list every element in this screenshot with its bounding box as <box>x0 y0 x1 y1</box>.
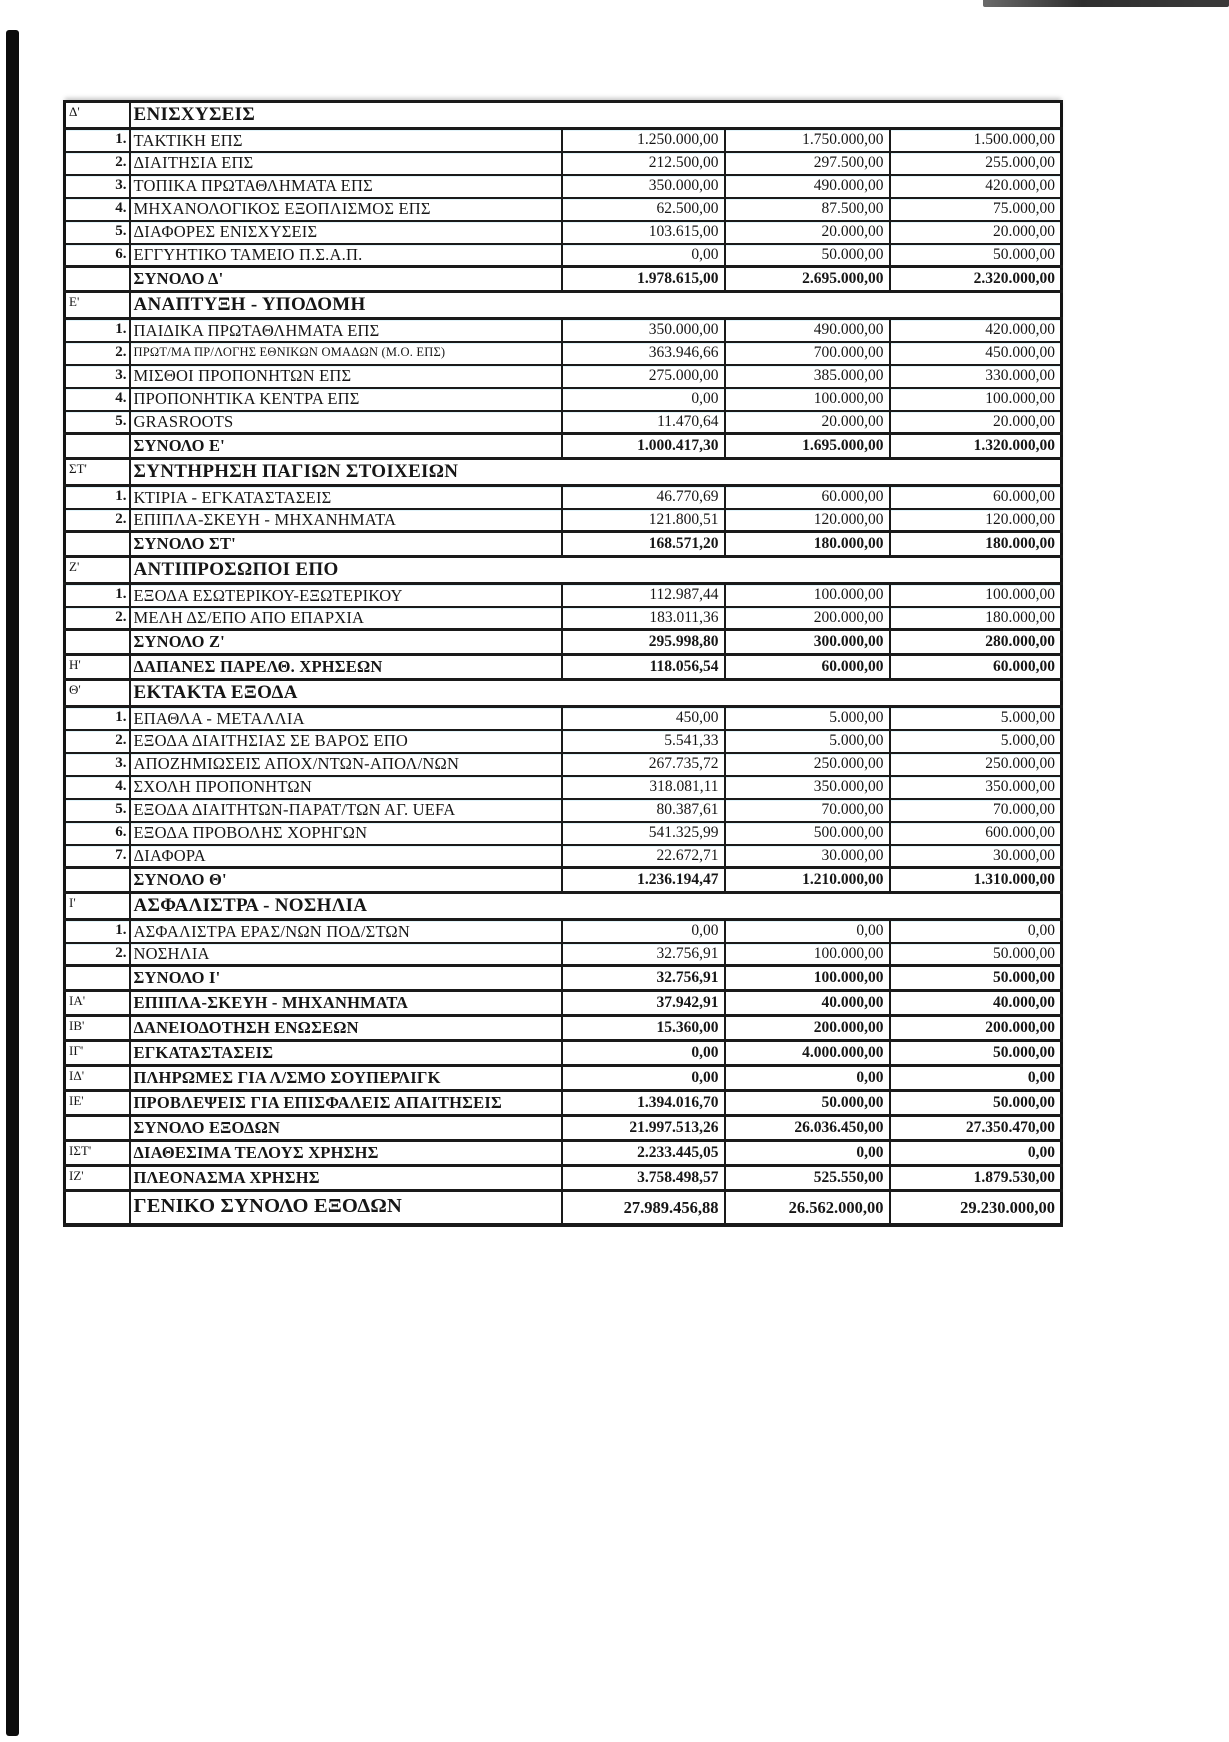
amount-cell: 1.879.530,00 <box>890 1166 1062 1191</box>
item-number-cell: 5. <box>65 411 130 434</box>
description-cell: ΠΑΙΔΙΚΑ ΠΡΩΤΑΘΛΗΜΑΤΑ ΕΠΣ <box>130 319 562 342</box>
table-row <box>65 267 1062 292</box>
amount-cell: 363.946,66 <box>562 342 725 365</box>
description-cell: ΣΥΝΟΛΟ Ι' <box>130 966 562 991</box>
amount-cell: 4.000.000,00 <box>725 1041 890 1066</box>
description-cell: ΝΟΣΗΛΙΑ <box>130 943 562 966</box>
table-row <box>65 221 1062 244</box>
item-number-cell: 2. <box>65 509 130 532</box>
item-number-cell: 4. <box>65 776 130 799</box>
amount-cell: 168.571,20 <box>562 532 725 557</box>
amount-cell: 0,00 <box>890 1066 1062 1091</box>
amount-cell: 0,00 <box>562 1066 725 1091</box>
description-cell: ΠΡΩΤ/ΜΑ ΠΡ/ΛΟΓΗΣ ΕΘΝΙΚΩΝ ΟΜΑΔΩΝ (Μ.Ο. ΕΠΣ) <box>130 342 562 365</box>
budget-table <box>63 100 1063 1227</box>
amount-cell: 30.000,00 <box>725 845 890 868</box>
table-row <box>65 102 1062 129</box>
table-row <box>65 557 1062 584</box>
amount-cell: 100.000,00 <box>890 388 1062 411</box>
description-cell: ΠΡΟΠΟΝΗΤΙΚΑ ΚΕΝΤΡΑ ΕΠΣ <box>130 388 562 411</box>
amount-cell: 212.500,00 <box>562 152 725 175</box>
amount-cell: 450,00 <box>562 707 725 730</box>
section-letter-cell <box>65 267 130 292</box>
table-row <box>65 152 1062 175</box>
amount-cell: 600.000,00 <box>890 822 1062 845</box>
item-number-cell: 4. <box>65 388 130 411</box>
description-cell: ΕΞΟΔΑ ΔΙΑΙΤΗΤΩΝ-ΠΑΡΑΤ/ΤΩΝ ΑΓ. UEFA <box>130 799 562 822</box>
amount-cell: 490.000,00 <box>725 175 890 198</box>
amount-cell: 46.770,69 <box>562 486 725 509</box>
item-number-cell: 1. <box>65 920 130 943</box>
amount-cell: 183.011,36 <box>562 607 725 630</box>
table-row <box>65 753 1062 776</box>
table-row <box>65 776 1062 799</box>
amount-cell: 180.000,00 <box>725 532 890 557</box>
amount-cell: 350.000,00 <box>725 776 890 799</box>
section-letter-cell <box>65 1191 130 1225</box>
amount-cell: 100.000,00 <box>725 966 890 991</box>
amount-cell: 250.000,00 <box>890 753 1062 776</box>
table-row <box>65 1041 1062 1066</box>
amount-cell: 250.000,00 <box>725 753 890 776</box>
amount-cell: 525.550,00 <box>725 1166 890 1191</box>
amount-cell: 330.000,00 <box>890 365 1062 388</box>
amount-cell: 29.230.000,00 <box>890 1191 1062 1225</box>
section-letter-cell: Θ' <box>65 680 130 707</box>
table-row <box>65 319 1062 342</box>
item-number-cell: 2. <box>65 607 130 630</box>
amount-cell: 26.562.000,00 <box>725 1191 890 1225</box>
item-number-cell: 2. <box>65 342 130 365</box>
amount-cell: 541.325,99 <box>562 822 725 845</box>
amount-cell: 1.250.000,00 <box>562 129 725 152</box>
section-letter-cell: Ε' <box>65 292 130 319</box>
amount-cell: 500.000,00 <box>725 822 890 845</box>
amount-cell: 32.756,91 <box>562 966 725 991</box>
amount-cell: 350.000,00 <box>562 175 725 198</box>
amount-cell: 255.000,00 <box>890 152 1062 175</box>
description-cell: ΔΙΑΦΟΡΕΣ ΕΝΙΣΧΥΣΕΙΣ <box>130 221 562 244</box>
table-row <box>65 411 1062 434</box>
table-row <box>65 655 1062 680</box>
amount-cell: 100.000,00 <box>725 584 890 607</box>
section-letter-cell: ΙΔ' <box>65 1066 130 1091</box>
description-cell: ΜΗΧΑΝΟΛΟΓΙΚΟΣ ΕΞΟΠΛΙΣΜΟΣ ΕΠΣ <box>130 198 562 221</box>
description-cell: ΑΣΦΑΛΙΣΤΡΑ ΕΡΑΣ/ΝΩΝ ΠΟΔ/ΣΤΩΝ <box>130 920 562 943</box>
table-row <box>65 1116 1062 1141</box>
table-row <box>65 532 1062 557</box>
table-row <box>65 459 1062 486</box>
section-letter-cell: ΙΕ' <box>65 1091 130 1116</box>
amount-cell: 200.000,00 <box>890 1016 1062 1041</box>
item-number-cell: 4. <box>65 198 130 221</box>
amount-cell: 1.750.000,00 <box>725 129 890 152</box>
amount-cell: 2.695.000,00 <box>725 267 890 292</box>
table-row <box>65 607 1062 630</box>
amount-cell: 50.000,00 <box>890 1091 1062 1116</box>
amount-cell: 30.000,00 <box>890 845 1062 868</box>
amount-cell: 120.000,00 <box>890 509 1062 532</box>
amount-cell: 297.500,00 <box>725 152 890 175</box>
amount-cell: 112.987,44 <box>562 584 725 607</box>
section-letter-cell: Η' <box>65 655 130 680</box>
amount-cell: 0,00 <box>725 1066 890 1091</box>
description-cell: ΣΥΝΟΛΟ ΕΞΟΔΩΝ <box>130 1116 562 1141</box>
amount-cell: 27.989.456,88 <box>562 1191 725 1225</box>
table-row <box>65 799 1062 822</box>
amount-cell: 50.000,00 <box>725 1091 890 1116</box>
table-row <box>65 868 1062 893</box>
description-cell: ΣΥΝΟΛΟ ΣΤ' <box>130 532 562 557</box>
description-cell: ΓΕΝΙΚΟ ΣΥΝΟΛΟ ΕΞΟΔΩΝ <box>130 1191 562 1225</box>
description-cell: ΕΞΟΔΑ ΠΡΟΒΟΛΗΣ ΧΟΡΗΓΩΝ <box>130 822 562 845</box>
section-title-cell: ΕΝΙΣΧΥΣΕΙΣ <box>130 102 1062 129</box>
section-letter-cell: ΣΤ' <box>65 459 130 486</box>
amount-cell: 118.056,54 <box>562 655 725 680</box>
section-letter-cell: ΙΣΤ' <box>65 1141 130 1166</box>
amount-cell: 280.000,00 <box>890 630 1062 655</box>
amount-cell: 275.000,00 <box>562 365 725 388</box>
item-number-cell: 5. <box>65 799 130 822</box>
amount-cell: 267.735,72 <box>562 753 725 776</box>
amount-cell: 1.236.194,47 <box>562 868 725 893</box>
amount-cell: 2.320.000,00 <box>890 267 1062 292</box>
section-letter-cell: Ι' <box>65 893 130 920</box>
item-number-cell: 6. <box>65 822 130 845</box>
description-cell: ΔΙΑΙΤΗΣΙΑ ΕΠΣ <box>130 152 562 175</box>
amount-cell: 350.000,00 <box>562 319 725 342</box>
description-cell: ΕΞΟΔΑ ΔΙΑΙΤΗΣΙΑΣ ΣΕ ΒΑΡΟΣ ΕΠΟ <box>130 730 562 753</box>
description-cell: ΔΙΑΦΟΡΑ <box>130 845 562 868</box>
amount-cell: 5.000,00 <box>890 707 1062 730</box>
amount-cell: 60.000,00 <box>890 655 1062 680</box>
table-row <box>65 822 1062 845</box>
table-row <box>65 1066 1062 1091</box>
item-number-cell: 3. <box>65 753 130 776</box>
amount-cell: 0,00 <box>562 920 725 943</box>
amount-cell: 87.500,00 <box>725 198 890 221</box>
amount-cell: 1.000.417,30 <box>562 434 725 459</box>
amount-cell: 1.695.000,00 <box>725 434 890 459</box>
amount-cell: 5.541,33 <box>562 730 725 753</box>
amount-cell: 1.310.000,00 <box>890 868 1062 893</box>
description-cell: ΣΥΝΟΛΟ Δ' <box>130 267 562 292</box>
amount-cell: 20.000,00 <box>890 411 1062 434</box>
item-number-cell: 2. <box>65 152 130 175</box>
table-row <box>65 991 1062 1016</box>
section-title-cell: ΣΥΝΤΗΡΗΣΗ ΠΑΓΙΩΝ ΣΤΟΙΧΕΙΩΝ <box>130 459 1062 486</box>
description-cell: ΕΠΙΠΛΑ-ΣΚΕΥΗ - ΜΗΧΑΝΗΜΑΤΑ <box>130 991 562 1016</box>
amount-cell: 40.000,00 <box>890 991 1062 1016</box>
table-row <box>65 388 1062 411</box>
amount-cell: 1.978.615,00 <box>562 267 725 292</box>
amount-cell: 20.000,00 <box>890 221 1062 244</box>
amount-cell: 21.997.513,26 <box>562 1116 725 1141</box>
section-letter-cell: ΙΒ' <box>65 1016 130 1041</box>
amount-cell: 0,00 <box>725 1141 890 1166</box>
amount-cell: 1.500.000,00 <box>890 129 1062 152</box>
amount-cell: 70.000,00 <box>890 799 1062 822</box>
table-row <box>65 584 1062 607</box>
amount-cell: 60.000,00 <box>725 655 890 680</box>
amount-cell: 20.000,00 <box>725 411 890 434</box>
description-cell: ΚΤΙΡΙΑ - ΕΓΚΑΤΑΣΤΑΣΕΙΣ <box>130 486 562 509</box>
table-row <box>65 730 1062 753</box>
table-row <box>65 342 1062 365</box>
section-letter-cell <box>65 966 130 991</box>
section-letter-cell: ΙΖ' <box>65 1166 130 1191</box>
table-row <box>65 129 1062 152</box>
section-letter-cell <box>65 868 130 893</box>
amount-cell: 50.000,00 <box>890 966 1062 991</box>
amount-cell: 700.000,00 <box>725 342 890 365</box>
amount-cell: 32.756,91 <box>562 943 725 966</box>
description-cell: ΕΓΓΥΗΤΙΚΟ ΤΑΜΕΙΟ Π.Σ.Α.Π. <box>130 244 562 267</box>
amount-cell: 22.672,71 <box>562 845 725 868</box>
table-row <box>65 486 1062 509</box>
amount-cell: 5.000,00 <box>890 730 1062 753</box>
scan-artifact-left-stripe <box>6 30 19 1736</box>
description-cell: GRASROOTS <box>130 411 562 434</box>
table-row <box>65 1016 1062 1041</box>
amount-cell: 50.000,00 <box>890 943 1062 966</box>
table-row <box>65 680 1062 707</box>
table-row <box>65 707 1062 730</box>
amount-cell: 103.615,00 <box>562 221 725 244</box>
amount-cell: 80.387,61 <box>562 799 725 822</box>
section-title-cell: ΑΝΑΠΤΥΞΗ - ΥΠΟΔΟΜΗ <box>130 292 1062 319</box>
amount-cell: 60.000,00 <box>890 486 1062 509</box>
amount-cell: 180.000,00 <box>890 532 1062 557</box>
amount-cell: 3.758.498,57 <box>562 1166 725 1191</box>
amount-cell: 50.000,00 <box>890 1041 1062 1066</box>
table-row <box>65 1191 1062 1225</box>
item-number-cell: 7. <box>65 845 130 868</box>
amount-cell: 2.233.445,05 <box>562 1141 725 1166</box>
table-row <box>65 845 1062 868</box>
description-cell: ΕΠΙΠΛΑ-ΣΚΕΥΗ - ΜΗΧΑΝΗΜΑΤΑ <box>130 509 562 532</box>
amount-cell: 60.000,00 <box>725 486 890 509</box>
item-number-cell: 2. <box>65 943 130 966</box>
amount-cell: 20.000,00 <box>725 221 890 244</box>
amount-cell: 0,00 <box>725 920 890 943</box>
amount-cell: 1.210.000,00 <box>725 868 890 893</box>
amount-cell: 0,00 <box>562 388 725 411</box>
amount-cell: 200.000,00 <box>725 607 890 630</box>
description-cell: ΔΙΑΘΕΣΙΜΑ ΤΕΛΟΥΣ ΧΡΗΣΗΣ <box>130 1141 562 1166</box>
section-letter-cell: Ζ' <box>65 557 130 584</box>
amount-cell: 420.000,00 <box>890 175 1062 198</box>
amount-cell: 0,00 <box>890 1141 1062 1166</box>
amount-cell: 100.000,00 <box>890 584 1062 607</box>
description-cell: ΕΓΚΑΤΑΣΤΑΣΕΙΣ <box>130 1041 562 1066</box>
amount-cell: 5.000,00 <box>725 707 890 730</box>
table-row <box>65 630 1062 655</box>
amount-cell: 490.000,00 <box>725 319 890 342</box>
section-letter-cell: ΙΑ' <box>65 991 130 1016</box>
amount-cell: 27.350.470,00 <box>890 1116 1062 1141</box>
item-number-cell: 1. <box>65 486 130 509</box>
table-row <box>65 1141 1062 1166</box>
item-number-cell: 3. <box>65 365 130 388</box>
description-cell: ΜΕΛΗ ΔΣ/ΕΠΟ ΑΠΟ ΕΠΑΡΧΙΑ <box>130 607 562 630</box>
section-title-cell: ΕΚΤΑΚΤΑ ΕΞΟΔΑ <box>130 680 1062 707</box>
section-title-cell: ΑΣΦΑΛΙΣΤΡΑ - ΝΟΣΗΛΙΑ <box>130 893 1062 920</box>
description-cell: ΣΥΝΟΛΟ Ε' <box>130 434 562 459</box>
amount-cell: 0,00 <box>562 244 725 267</box>
table-row <box>65 365 1062 388</box>
amount-cell: 70.000,00 <box>725 799 890 822</box>
amount-cell: 100.000,00 <box>725 943 890 966</box>
section-letter-cell <box>65 532 130 557</box>
amount-cell: 318.081,11 <box>562 776 725 799</box>
description-cell: ΠΡΟΒΛΕΨΕΙΣ ΓΙΑ ΕΠΙΣΦΑΛΕΙΣ ΑΠΑΙΤΗΣΕΙΣ <box>130 1091 562 1116</box>
amount-cell: 50.000,00 <box>890 244 1062 267</box>
amount-cell: 0,00 <box>562 1041 725 1066</box>
amount-cell: 120.000,00 <box>725 509 890 532</box>
amount-cell: 0,00 <box>890 920 1062 943</box>
item-number-cell: 1. <box>65 319 130 342</box>
amount-cell: 295.998,80 <box>562 630 725 655</box>
amount-cell: 100.000,00 <box>725 388 890 411</box>
section-letter-cell <box>65 630 130 655</box>
description-cell: ΕΞΟΔΑ ΕΣΩΤΕΡΙΚΟΥ-ΕΞΩΤΕΡΙΚΟΥ <box>130 584 562 607</box>
description-cell: ΜΙΣΘΟΙ ΠΡΟΠΟΝΗΤΩΝ ΕΠΣ <box>130 365 562 388</box>
amount-cell: 300.000,00 <box>725 630 890 655</box>
amount-cell: 37.942,91 <box>562 991 725 1016</box>
description-cell: ΔΑΝΕΙΟΔΟΤΗΣΗ ΕΝΩΣΕΩΝ <box>130 1016 562 1041</box>
item-number-cell: 2. <box>65 730 130 753</box>
table-row <box>65 292 1062 319</box>
amount-cell: 450.000,00 <box>890 342 1062 365</box>
item-number-cell: 1. <box>65 584 130 607</box>
item-number-cell: 1. <box>65 707 130 730</box>
table-row <box>65 943 1062 966</box>
description-cell: ΠΛΗΡΩΜΕΣ ΓΙΑ Λ/ΣΜΟ ΣΟΥΠΕΡΛΙΓΚ <box>130 1066 562 1091</box>
amount-cell: 180.000,00 <box>890 607 1062 630</box>
section-letter-cell <box>65 434 130 459</box>
description-cell: ΔΑΠΑΝΕΣ ΠΑΡΕΛΘ. ΧΡΗΣΕΩΝ <box>130 655 562 680</box>
table-row <box>65 920 1062 943</box>
table-row <box>65 893 1062 920</box>
description-cell: ΤΟΠΙΚΑ ΠΡΩΤΑΘΛΗΜΑΤΑ ΕΠΣ <box>130 175 562 198</box>
amount-cell: 40.000,00 <box>725 991 890 1016</box>
amount-cell: 62.500,00 <box>562 198 725 221</box>
description-cell: ΣΥΝΟΛΟ Ζ' <box>130 630 562 655</box>
amount-cell: 200.000,00 <box>725 1016 890 1041</box>
item-number-cell: 6. <box>65 244 130 267</box>
table-row <box>65 175 1062 198</box>
amount-cell: 11.470,64 <box>562 411 725 434</box>
amount-cell: 75.000,00 <box>890 198 1062 221</box>
amount-cell: 121.800,51 <box>562 509 725 532</box>
table-row <box>65 1091 1062 1116</box>
scan-artifact-top-bar <box>983 0 1229 7</box>
amount-cell: 15.360,00 <box>562 1016 725 1041</box>
section-letter-cell: Δ' <box>65 102 130 129</box>
table-row <box>65 198 1062 221</box>
description-cell: ΕΠΑΘΛΑ - ΜΕΤΑΛΛΙΑ <box>130 707 562 730</box>
amount-cell: 1.320.000,00 <box>890 434 1062 459</box>
table-row <box>65 244 1062 267</box>
amount-cell: 5.000,00 <box>725 730 890 753</box>
description-cell: ΑΠΟΖΗΜΙΩΣΕΙΣ ΑΠΟΧ/ΝΤΩΝ-ΑΠΟΛ/ΝΩΝ <box>130 753 562 776</box>
description-cell: ΤΑΚΤΙΚΗ ΕΠΣ <box>130 129 562 152</box>
item-number-cell: 5. <box>65 221 130 244</box>
section-title-cell: ΑΝΤΙΠΡΟΣΩΠΟΙ ΕΠΟ <box>130 557 1062 584</box>
amount-cell: 1.394.016,70 <box>562 1091 725 1116</box>
table-row <box>65 434 1062 459</box>
table-row <box>65 509 1062 532</box>
section-letter-cell <box>65 1116 130 1141</box>
amount-cell: 385.000,00 <box>725 365 890 388</box>
table-row <box>65 966 1062 991</box>
section-letter-cell: ΙΓ' <box>65 1041 130 1066</box>
item-number-cell: 3. <box>65 175 130 198</box>
description-cell: ΣΧΟΛΗ ΠΡΟΠΟΝΗΤΩΝ <box>130 776 562 799</box>
amount-cell: 350.000,00 <box>890 776 1062 799</box>
description-cell: ΣΥΝΟΛΟ Θ' <box>130 868 562 893</box>
table-row <box>65 1166 1062 1191</box>
item-number-cell: 1. <box>65 129 130 152</box>
amount-cell: 420.000,00 <box>890 319 1062 342</box>
amount-cell: 26.036.450,00 <box>725 1116 890 1141</box>
amount-cell: 50.000,00 <box>725 244 890 267</box>
description-cell: ΠΛΕΟΝΑΣΜΑ ΧΡΗΣΗΣ <box>130 1166 562 1191</box>
